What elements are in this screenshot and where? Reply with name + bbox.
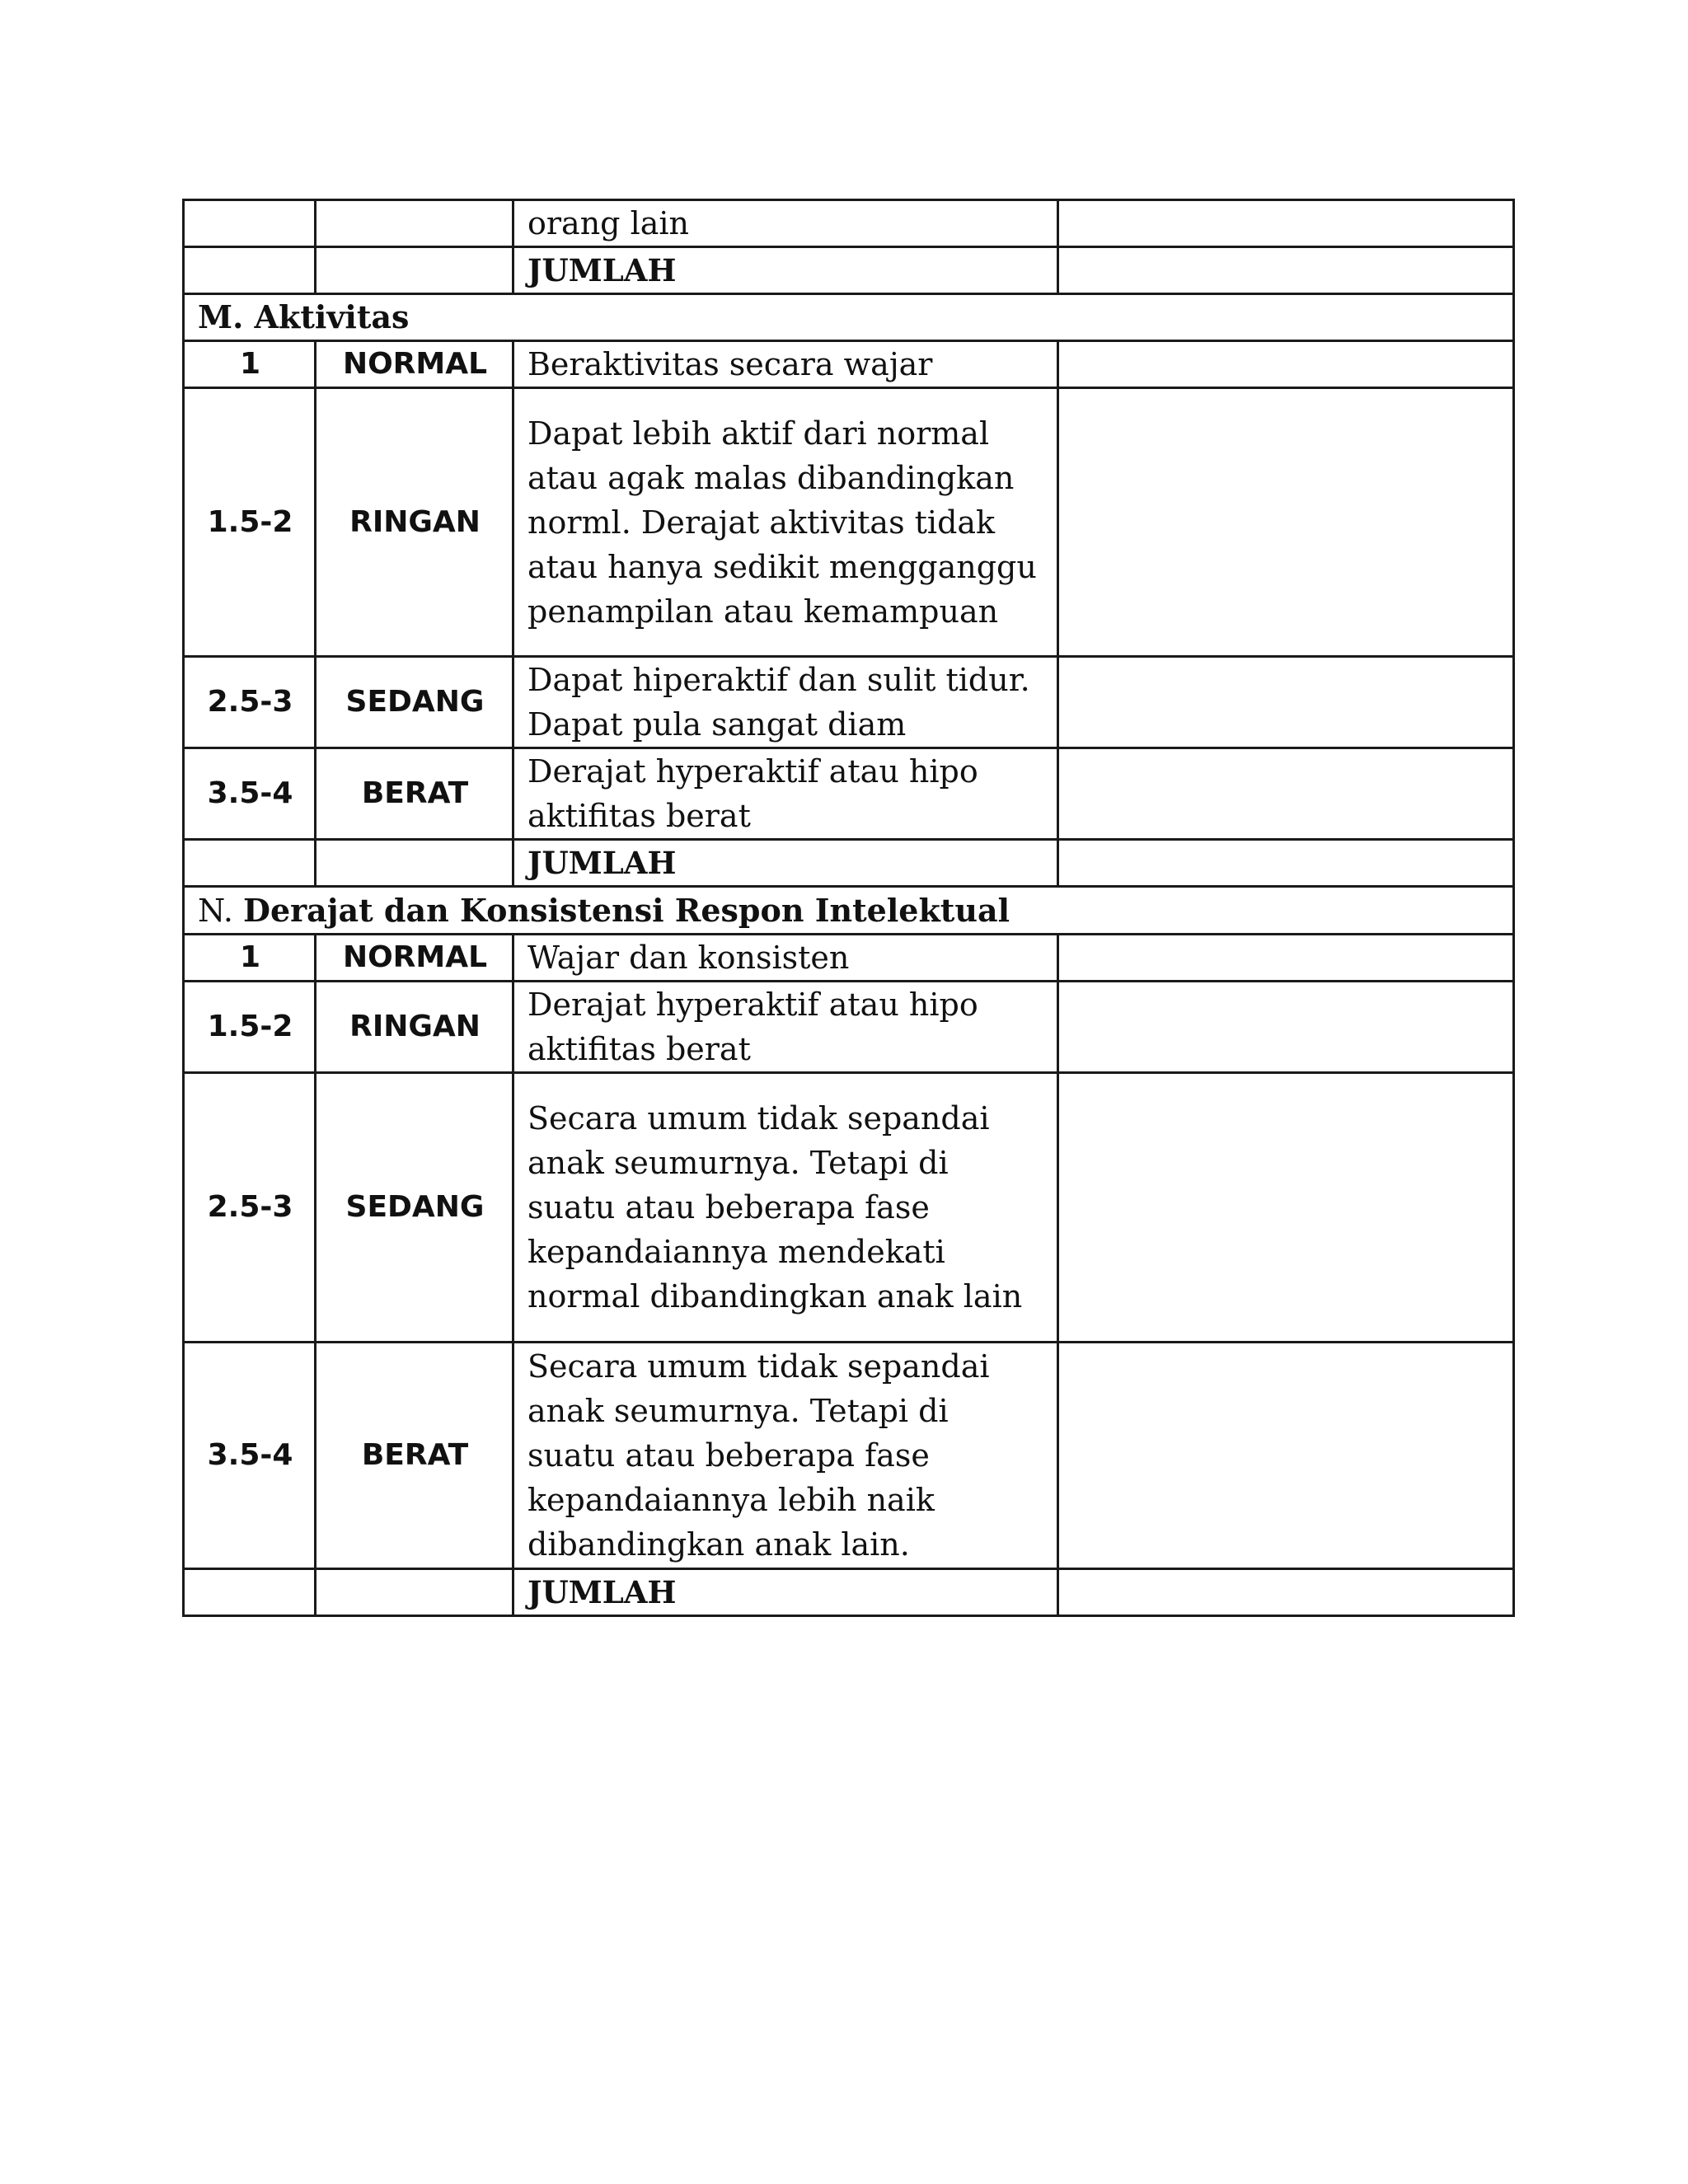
description-cell: Dapat hiperaktif dan sulit tidur. Dapat pula sangat diam [513, 657, 1058, 748]
value-cell [1058, 982, 1514, 1073]
table-row [184, 657, 1514, 748]
score-cell: 1.5-2 [184, 982, 316, 1073]
score-cell [184, 1569, 316, 1616]
total-label: JUMLAH [513, 247, 1058, 294]
total-row [184, 840, 1514, 887]
score-cell: 1.5-2 [184, 388, 316, 657]
value-cell [1058, 388, 1514, 657]
score-cell: 2.5-3 [184, 657, 316, 748]
level-cell: RINGAN [316, 982, 513, 1073]
level-cell: RINGAN [316, 388, 513, 657]
score-cell: 1 [184, 935, 316, 982]
value-cell [1058, 935, 1514, 982]
score-cell: 1 [184, 341, 316, 388]
score-cell: 3.5-4 [184, 1343, 316, 1569]
value-cell [1058, 748, 1514, 840]
level-cell: NORMAL [316, 935, 513, 982]
total-row [184, 1569, 1514, 1616]
description-cell: Beraktivitas secara wajar [513, 341, 1058, 388]
section-title-text: Derajat dan Konsistensi Respon Intelektual [243, 891, 1010, 929]
description-cell: Derajat hyperaktif atau hipo aktifitas berat [513, 982, 1058, 1073]
level-cell: NORMAL [316, 341, 513, 388]
score-cell [184, 200, 316, 247]
score-cell [184, 840, 316, 887]
table-row [184, 1073, 1514, 1343]
value-cell [1058, 657, 1514, 748]
table-row [184, 935, 1514, 982]
total-row [184, 247, 1514, 294]
description-cell: Secara umum tidak sepandai anak seumurnya. Tetapi di suatu atau beberapa fase kepandaiannya mendekati normal dibandingkan anak lain [513, 1073, 1058, 1343]
section-title-n [184, 887, 1514, 935]
section-title-m: M. Aktivitas [184, 294, 1514, 341]
description-cell: Dapat lebih aktif dari normal atau agak malas dibandingkan norml. Derajat aktivitas tidak atau hanya sedikit mengganggu penampilan atau kemampuan [513, 388, 1058, 657]
table-row [184, 200, 1514, 247]
level-cell [316, 840, 513, 887]
section-header-row [184, 887, 1514, 935]
section-prefix: N. [198, 892, 233, 929]
level-cell [316, 200, 513, 247]
table-row [184, 341, 1514, 388]
level-cell [316, 1569, 513, 1616]
description-cell: orang lain [513, 200, 1058, 247]
score-cell [184, 247, 316, 294]
total-label: JUMLAH [513, 840, 1058, 887]
level-cell: SEDANG [316, 1073, 513, 1343]
table-row [184, 1343, 1514, 1569]
total-value-cell [1058, 840, 1514, 887]
value-cell [1058, 1073, 1514, 1343]
value-cell [1058, 1343, 1514, 1569]
description-cell: Wajar dan konsisten [513, 935, 1058, 982]
total-value-cell [1058, 1569, 1514, 1616]
total-label: JUMLAH [513, 1569, 1058, 1616]
value-cell [1058, 341, 1514, 388]
level-cell: SEDANG [316, 657, 513, 748]
level-cell: BERAT [316, 1343, 513, 1569]
assessment-table [182, 199, 1515, 1617]
table-row [184, 982, 1514, 1073]
table-row [184, 388, 1514, 657]
level-cell [316, 247, 513, 294]
description-cell: Secara umum tidak sepandai anak seumurnya. Tetapi di suatu atau beberapa fase kepandaiannya lebih naik dibandingkan anak lain. [513, 1343, 1058, 1569]
value-cell [1058, 200, 1514, 247]
table-row [184, 748, 1514, 840]
score-cell: 3.5-4 [184, 748, 316, 840]
score-cell: 2.5-3 [184, 1073, 316, 1343]
level-cell: BERAT [316, 748, 513, 840]
description-cell: Derajat hyperaktif atau hipo aktifitas berat [513, 748, 1058, 840]
section-header-row [184, 294, 1514, 341]
total-value-cell [1058, 247, 1514, 294]
